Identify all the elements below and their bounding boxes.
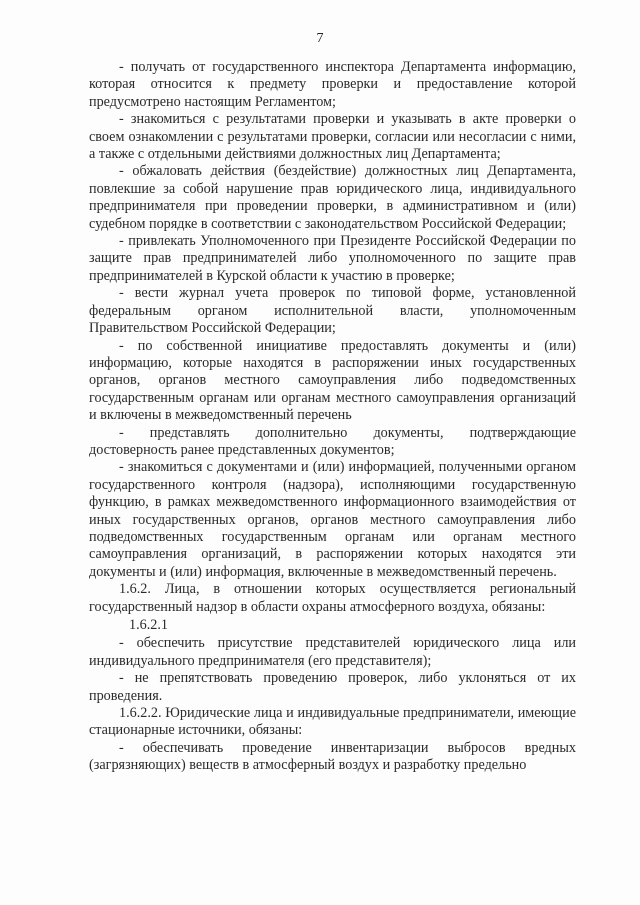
paragraph-section-1-6-2-2: 1.6.2.2. Юридические лица и индивидуальные предприниматели, имеющие стационарные источники, обязаны:	[89, 705, 576, 739]
paragraph-right-obtain-information: - получать от государственного инспектора Департамента информацию, которая относится к предмету проверки и предоставление которой предусмотрено настоящим Регламентом;	[89, 59, 576, 110]
paragraph-right-keep-journal: - вести журнал учета проверок по типовой форме, установленной федеральным органом исполнительной власти, уполномоченным Правительством Российской Федерации;	[89, 285, 576, 337]
page-number: 7	[316, 31, 324, 46]
paragraph-section-1-6-2-1-heading: 1.6.2.1	[129, 617, 169, 633]
paragraph-right-interagency-info: - знакомиться с документами и (или) информацией, полученными органом государственного контроля (надзора), исполняющими государственную функцию, в рамках межведомственного информационного взаимодействия от иных государственных органов, органов местного самоуправления либо подведомственных государственным органам или органам местного самоуправления организаций, в распоряжении которых находятся эти документы и (или) информация, включенные в межведомственный перечень.	[89, 459, 576, 580]
paragraph-right-provide-documents: - по собственной инициативе предоставлять документы и (или) информацию, которые находятся в распоряжении иных государственных органов, органов местного самоуправления либо подведомственных государственным органам или органам местного самоуправления организаций и включены в межведомственный перечень	[89, 337, 576, 424]
paragraph-right-submit-additional: - представлять дополнительно документы, подтверждающие достоверность ранее представленных документов;	[89, 424, 576, 458]
paragraph-right-involve-ombudsman: - привлекать Уполномоченного при Президенте Российской Федерации по защите прав предпринимателей либо уполномоченного по защите прав предпринимателей в Курской области к участию в проверке;	[89, 233, 576, 284]
paragraph-duty-ensure-presence: - обеспечить присутствие представителей юридического лица или индивидуального предпринимателя (его представителя);	[89, 635, 576, 669]
document-body	[89, 59, 576, 775]
paragraph-right-review-results: - знакомиться с результатами проверки и указывать в акте проверки о своем ознакомлении с результатами проверки, согласии или несогласии с ними, а также с отдельными действиями должностных лиц Департамента;	[89, 111, 576, 163]
paragraph-duty-not-obstruct: - не препятствовать проведению проверок, либо уклоняться от их проведения.	[89, 670, 576, 704]
paragraph-section-1-6-2: 1.6.2. Лица, в отношении которых осуществляется региональный государственный надзор в области охраны атмосферного воздуха, обязаны:	[89, 581, 576, 615]
paragraph-duty-inventory: - обеспечивать проведение инвентаризации выбросов вредных (загрязняющих) веществ в атмосферный воздух и разработку предельно	[89, 739, 576, 774]
paragraph-right-appeal: - обжаловать действия (бездействие) должностных лиц Департамента, повлекшие за собой нарушение прав юридического лица, индивидуального предпринимателя при проведении проверки, в административном и (или) судебном порядке в соответствии с законодательством Российской Федерации;	[89, 163, 576, 232]
